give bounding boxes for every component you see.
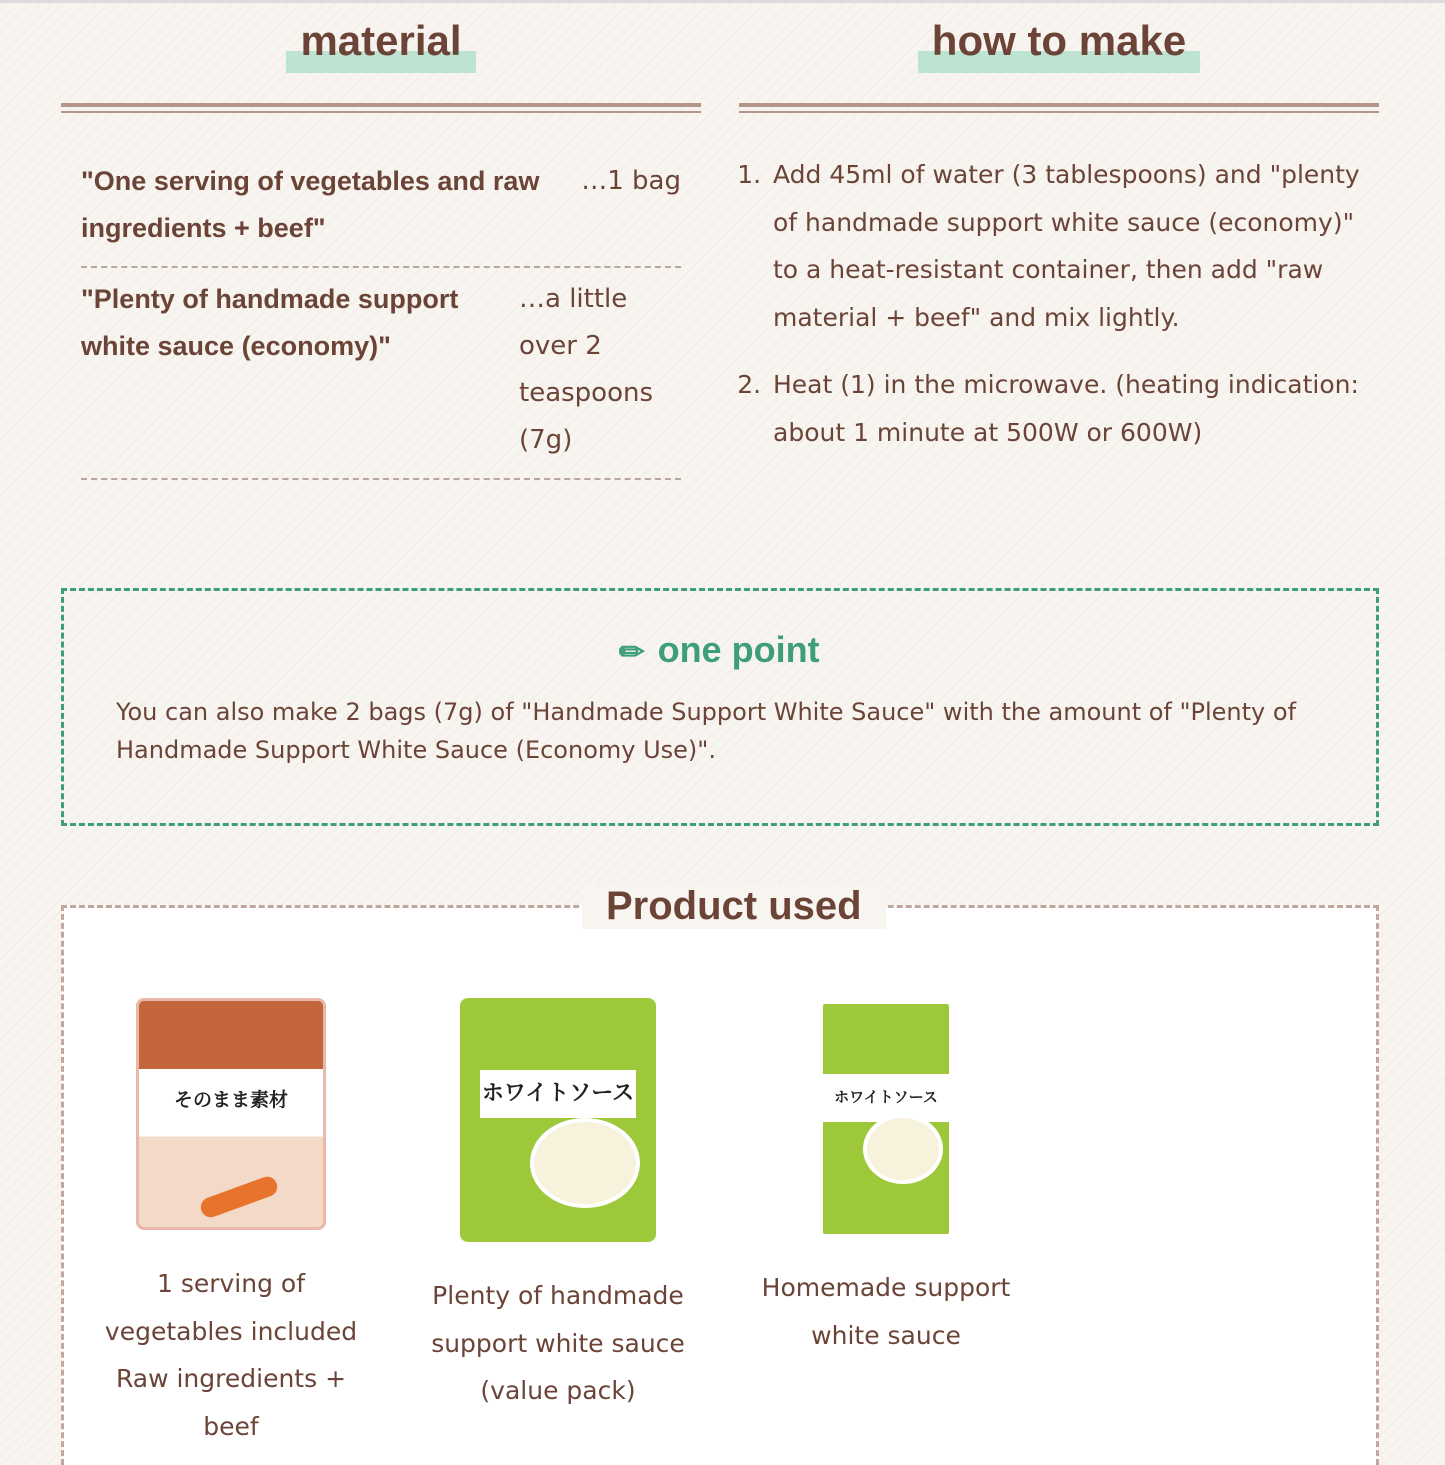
- ingredient-row: [81, 268, 681, 480]
- pencil-icon: ✎: [612, 631, 654, 674]
- divider: [739, 103, 1379, 113]
- product-label[interactable]: 1 serving of vegetables included Raw ingredients + beef: [104, 1269, 358, 1441]
- how-to-section: [739, 3, 1379, 447]
- material-title: material: [286, 17, 475, 65]
- product-item[interactable]: [751, 998, 1021, 1359]
- product-item[interactable]: [423, 998, 693, 1415]
- one-point-title: one point: [657, 629, 820, 670]
- ingredient-amount: …a little over 2 teaspoons (7g): [519, 284, 654, 455]
- product-image[interactable]: ホワイトソース: [823, 1004, 949, 1234]
- product-item[interactable]: [96, 998, 366, 1450]
- ingredient-row: [81, 158, 681, 268]
- ingredient-name: "One serving of vegetables and raw ingredients + beef": [81, 166, 540, 243]
- products-section: [61, 884, 1379, 1465]
- ingredient-amount: …1 bag: [581, 166, 681, 196]
- product-image[interactable]: そのまま素材: [136, 998, 326, 1230]
- ingredient-name: "Plenty of handmade support white sauce (economy)": [81, 284, 459, 361]
- step: 1. Add 45ml of water (3 tablespoons) and "plenty of handmade support white sauce (economy)" to a heat-resistant container, then add "raw material + beef" and mix lightly.: [769, 151, 1379, 341]
- product-image[interactable]: ホワイトソース: [460, 998, 656, 1242]
- one-point-box: [61, 588, 1379, 826]
- products-title: Product used: [582, 884, 886, 929]
- material-section: [61, 3, 701, 455]
- product-label[interactable]: Plenty of handmade support white sauce (value pack): [431, 1281, 685, 1405]
- one-point-text: You can also make 2 bags (7g) of "Handmade Support White Sauce" with the amount of "Plenty of Handmade Support White Sauce (Economy Use)".: [116, 698, 1297, 764]
- product-label[interactable]: Homemade support white sauce: [761, 1273, 1011, 1350]
- step: 2. Heat (1) in the microwave. (heating indication: about 1 minute at 500W or 600W): [769, 361, 1379, 456]
- how-to-title: how to make: [918, 17, 1200, 65]
